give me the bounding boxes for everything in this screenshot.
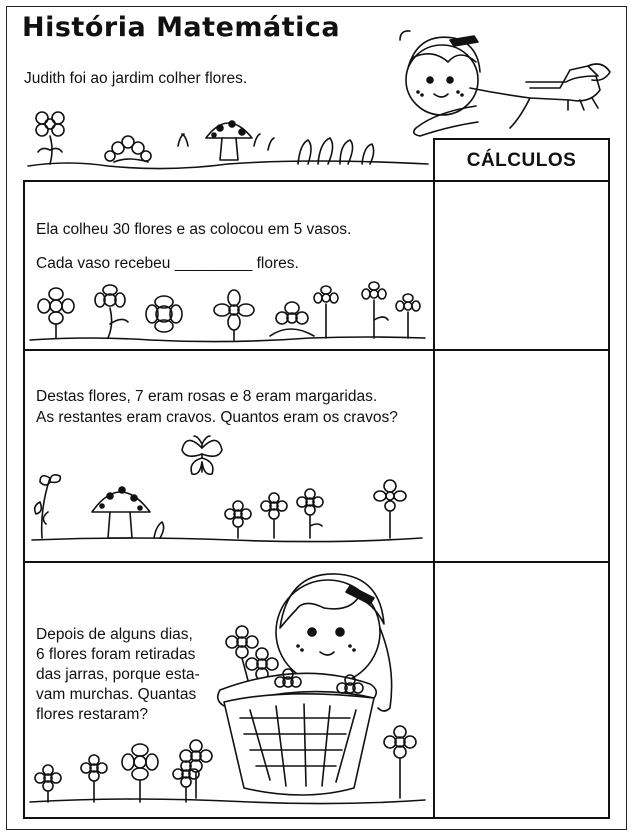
flower-icon [261,493,287,538]
flower-icon [226,626,258,688]
flower-icon [384,726,416,798]
flower-icon [214,290,254,340]
flower-icon [95,285,128,338]
question-2-line-2: As restantes eram cravos. Quantos eram os cravos? [36,409,398,426]
flower-icon [362,282,388,338]
bellflower-icon [35,475,61,538]
mushroom-icon [92,487,150,538]
intro-text: Judith foi ao jardim colher flores. [24,70,248,87]
question-3-line-1: Depois de alguns dias, [36,626,193,643]
flower-icon [81,755,107,802]
calculations-header: CÁLCULOS [466,149,577,171]
flower-icon [374,480,406,538]
question-3-line-2: 6 flores foram retiradas [36,646,196,663]
flower-icon [314,286,338,338]
flower-icon [35,765,61,802]
flower-row-3 [30,740,210,812]
flower-icon [297,489,323,538]
flower-icon [122,744,158,802]
girl-with-basket-icon [180,572,425,810]
flower-row-1 [30,284,425,346]
flower-icon [173,761,199,802]
flower-icon [146,296,182,332]
question-1-line-1: Ela colheu 30 flores e as colocou em 5 vasos. [36,221,352,238]
question-1-line-2: Cada vaso recebeu _________ flores. [36,255,299,272]
question-3-line-5: flores restaram? [36,706,148,723]
page-title: História Matemática [22,12,341,43]
flower-icon [270,302,314,336]
question-2-line-1: Destas flores, 7 eram rosas e 8 eram margaridas. [36,388,378,405]
flower-icon [225,501,251,538]
flower-row-2 [30,462,425,546]
flower-icon [396,294,420,338]
question-3-line-3: das jarras, porque esta- [36,666,200,683]
flower-icon [38,288,74,338]
question-3-line-4: vam murchas. Quantas [36,686,197,703]
